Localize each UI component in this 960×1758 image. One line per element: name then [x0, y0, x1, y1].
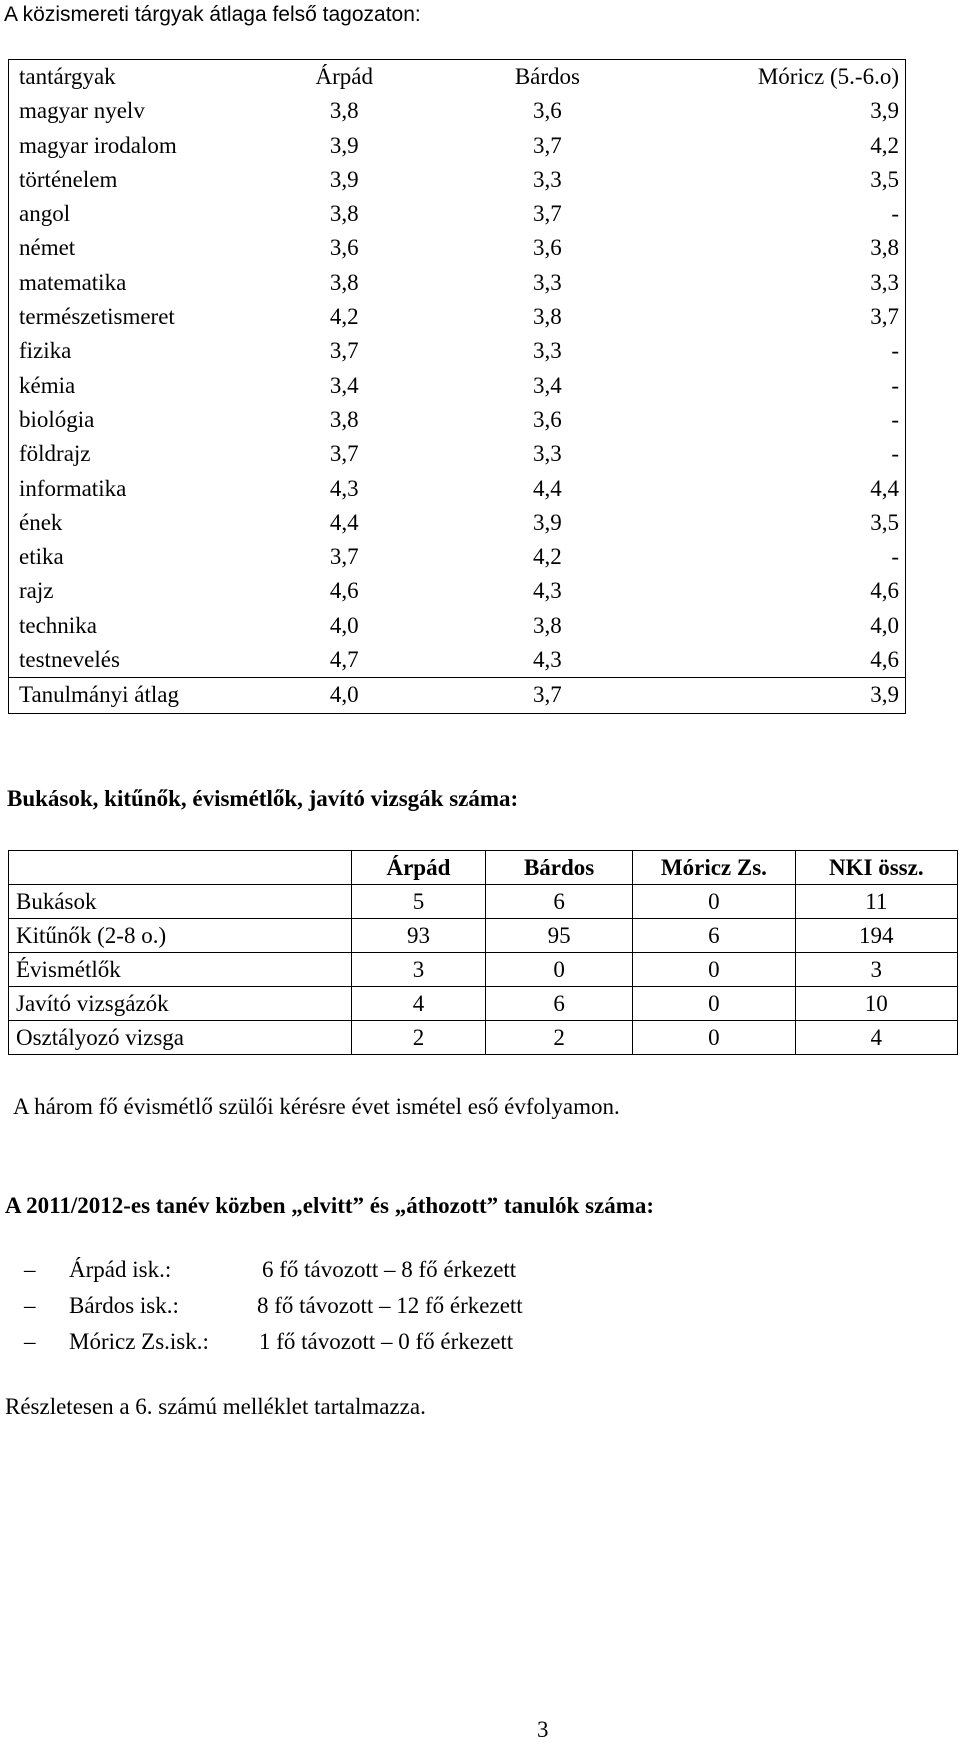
value-cell: 4,7 [329, 647, 359, 673]
value-cell: 4,0 [329, 612, 359, 638]
table-row [9, 472, 906, 506]
value-cell: 2 [351, 1021, 485, 1055]
value-cell: 3 [351, 953, 485, 987]
value-cell: 4,2 [870, 132, 899, 158]
row-label: Bukások [9, 885, 352, 919]
value-cell: 11 [795, 885, 957, 919]
average-value: 4,0 [256, 678, 432, 713]
table-row [9, 609, 906, 643]
value-cell: - [891, 441, 899, 467]
intro-text: A közismereti tárgyak átlaga felső tagozaton: [4, 3, 421, 26]
value-cell: 3,5 [870, 166, 899, 192]
value-cell: 194 [795, 919, 957, 953]
value-cell: 3,9 [329, 132, 359, 158]
value-cell: 3,8 [870, 235, 899, 261]
value-cell: 3,8 [329, 269, 359, 295]
header-cell: tantárgyak [19, 64, 116, 89]
value-cell: 3,8 [533, 304, 562, 330]
value-cell: 6 [633, 919, 795, 953]
value-cell: - [891, 372, 899, 398]
value-cell: 3,3 [533, 269, 562, 295]
table-row [9, 987, 958, 1021]
header-cell: NKI össz. [795, 851, 957, 885]
subject-cell: technika [19, 612, 97, 638]
transfer-detail: 8 fő távozott – 12 fő érkezett [257, 1293, 523, 1318]
section-heading-transfers: A 2011/2012-es tanév közben „elvitt” és „áthozott” tanulók száma: [5, 1193, 655, 1218]
value-cell: 3,5 [870, 509, 899, 535]
value-cell: 5 [351, 885, 485, 919]
value-cell: - [891, 406, 899, 432]
value-cell: 3,7 [329, 441, 359, 467]
table-row [9, 369, 906, 403]
table-row [9, 300, 906, 334]
table-row [9, 574, 906, 608]
table-row [9, 266, 906, 300]
table-row [9, 885, 958, 919]
closing-text: Részletesen a 6. számú melléklet tartalmazza. [5, 1394, 426, 1419]
value-cell: 6 [486, 885, 633, 919]
table-row [9, 506, 906, 540]
value-cell: 4,0 [870, 612, 899, 638]
subject-cell: német [19, 235, 76, 261]
table-row [9, 94, 906, 128]
value-cell: 3,9 [870, 98, 899, 124]
value-cell: 4,6 [329, 578, 359, 604]
value-cell: 4 [351, 987, 485, 1021]
transfer-detail: 6 fő távozott – 8 fő érkezett [262, 1257, 517, 1282]
transfer-detail: 1 fő távozott – 0 fő érkezett [259, 1329, 514, 1354]
subject-cell: ének [19, 509, 63, 535]
table-row [9, 403, 906, 437]
value-cell: 3,4 [329, 372, 359, 398]
subject-cell: testnevelés [19, 647, 120, 673]
table-row [9, 334, 906, 368]
table-row [9, 163, 906, 197]
value-cell: 3,9 [329, 166, 359, 192]
value-cell: 3,6 [329, 235, 359, 261]
value-cell: 3,8 [533, 612, 562, 638]
average-value: 3,9 [663, 678, 906, 713]
value-cell: 0 [486, 953, 633, 987]
school-name: Árpád isk.: [69, 1257, 172, 1282]
table-header-row [9, 851, 958, 885]
value-cell: 3,3 [870, 269, 899, 295]
subject-cell: kémia [19, 372, 76, 398]
table-row [9, 540, 906, 574]
value-cell: 3,8 [329, 406, 359, 432]
value-cell: 3,6 [533, 406, 562, 432]
school-name: Bárdos isk.: [69, 1293, 179, 1318]
value-cell: 4,6 [870, 578, 899, 604]
row-label: Javító vizsgázók [9, 987, 352, 1021]
row-label: Osztályozó vizsga [9, 1021, 352, 1055]
value-cell: 3,3 [533, 441, 562, 467]
value-cell: 3,7 [533, 132, 562, 158]
value-cell: 3,6 [533, 235, 562, 261]
average-label: Tanulmányi átlag [9, 678, 257, 713]
average-value: 3,7 [432, 678, 662, 713]
transfer-item-arpad [24, 1257, 624, 1291]
value-cell: 4,4 [329, 509, 359, 535]
value-cell: 4 [795, 1021, 957, 1055]
value-cell: 3,6 [533, 98, 562, 124]
subject-cell: rajz [19, 578, 54, 604]
value-cell: 4,3 [329, 475, 359, 501]
subject-cell: biológia [19, 406, 95, 432]
value-cell: 4,3 [533, 578, 562, 604]
subject-cell: angol [19, 201, 71, 227]
transfer-item-bardos [24, 1293, 624, 1327]
subject-cell: magyar irodalom [19, 132, 177, 158]
value-cell: 93 [351, 919, 485, 953]
value-cell: 4,4 [870, 475, 899, 501]
repeaters-note: A három fő évismétlő szülői kérésre évet ismétel eső évfolyamon. [13, 1094, 620, 1119]
value-cell: 3,8 [329, 201, 359, 227]
value-cell: 0 [633, 953, 795, 987]
value-cell: 6 [486, 987, 633, 1021]
subject-cell: földrajz [19, 441, 91, 467]
table-row [9, 129, 906, 163]
table-header-row [9, 60, 906, 95]
value-cell: 2 [486, 1021, 633, 1055]
value-cell: 3,7 [329, 338, 359, 364]
subject-cell: magyar nyelv [19, 98, 145, 124]
value-cell: 3 [795, 953, 957, 987]
failures-table [8, 850, 958, 1055]
value-cell: 0 [633, 885, 795, 919]
value-cell: 4,6 [870, 647, 899, 673]
header-cell: Móricz Zs. [633, 851, 795, 885]
table-row [9, 1021, 958, 1055]
dash-bullet: – [24, 1257, 36, 1282]
value-cell: 3,7 [533, 201, 562, 227]
header-cell: Bárdos [514, 64, 580, 89]
table-row [9, 953, 958, 987]
value-cell: 3,4 [533, 372, 562, 398]
row-label: Évismétlők [9, 953, 352, 987]
grades-table [8, 59, 906, 714]
dash-bullet: – [24, 1329, 36, 1354]
header-cell: Árpád [351, 851, 485, 885]
value-cell: - [891, 338, 899, 364]
value-cell: 3,8 [329, 98, 359, 124]
page-number: 3 [537, 1717, 549, 1742]
value-cell: 0 [633, 987, 795, 1021]
header-cell: Bárdos [486, 851, 633, 885]
table-row [9, 919, 958, 953]
subject-cell: etika [19, 544, 64, 570]
value-cell: 3,7 [870, 304, 899, 330]
subject-cell: történelem [19, 166, 118, 192]
school-name: Móricz Zs.isk.: [69, 1329, 209, 1354]
transfer-item-moricz [24, 1329, 624, 1363]
subject-cell: fizika [19, 338, 72, 364]
header-cell [9, 851, 352, 885]
dash-bullet: – [24, 1293, 36, 1318]
subject-cell: informatika [19, 475, 127, 501]
value-cell: 4,2 [329, 304, 359, 330]
subject-cell: természetismeret [19, 304, 175, 330]
value-cell: 95 [486, 919, 633, 953]
table-row [9, 231, 906, 265]
table-row [9, 643, 906, 678]
table-row [9, 437, 906, 471]
row-label: Kitűnők (2-8 o.) [9, 919, 352, 953]
value-cell: 3,3 [533, 338, 562, 364]
value-cell: 4,3 [533, 647, 562, 673]
subject-cell: matematika [19, 269, 127, 295]
value-cell: - [891, 201, 899, 227]
table-row [9, 197, 906, 231]
value-cell: - [891, 544, 899, 570]
header-cell: Árpád [315, 64, 373, 89]
average-row [9, 678, 906, 713]
header-cell: Móricz (5.-6.o) [757, 64, 899, 89]
value-cell: 4,2 [533, 544, 562, 570]
value-cell: 3,7 [329, 544, 359, 570]
value-cell: 3,9 [533, 509, 562, 535]
value-cell: 4,4 [533, 475, 562, 501]
value-cell: 3,3 [533, 166, 562, 192]
value-cell: 10 [795, 987, 957, 1021]
section-heading-failures: Bukások, kitűnők, évismétlők, javító vizsgák száma: [7, 786, 519, 811]
value-cell: 0 [633, 1021, 795, 1055]
